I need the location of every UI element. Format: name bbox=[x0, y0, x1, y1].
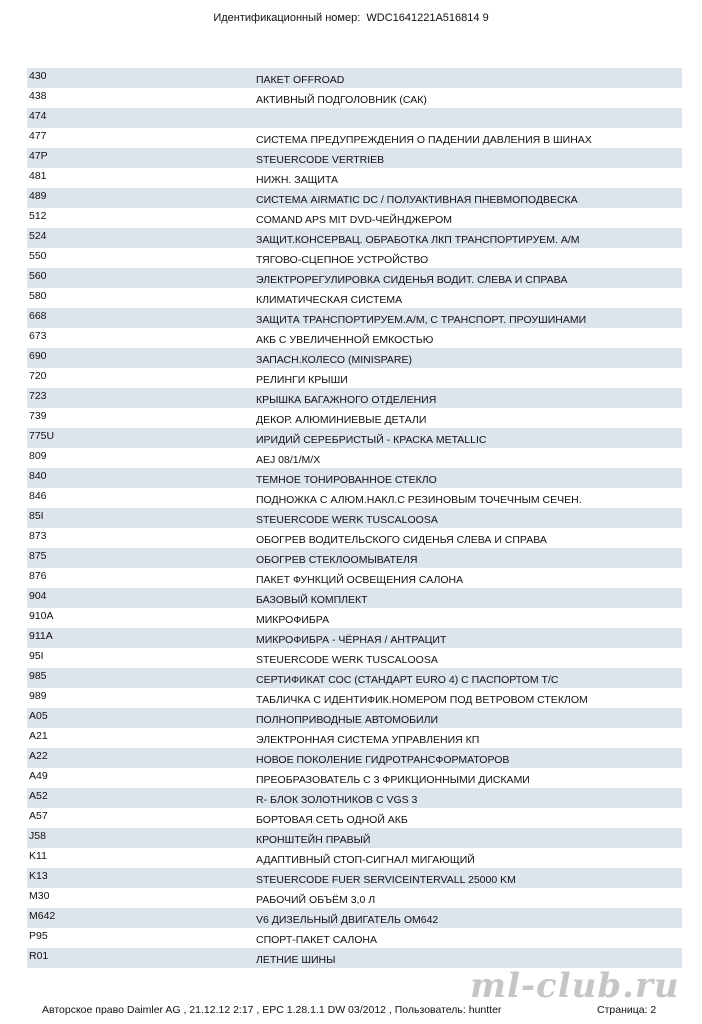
table-row bbox=[27, 268, 682, 288]
option-description: МИКРОФИБРА - ЧЁРНАЯ / АНТРАЦИТ bbox=[256, 634, 447, 646]
option-code: K13 bbox=[29, 870, 48, 882]
option-code: 690 bbox=[29, 350, 47, 362]
option-description: ПРЕОБРАЗОВАТЕЛЬ С 3 ФРИКЦИОННЫМИ ДИСКАМИ bbox=[256, 774, 530, 786]
option-description: R- БЛОК ЗОЛОТНИКОВ С VGS 3 bbox=[256, 794, 418, 806]
option-code: 550 bbox=[29, 250, 47, 262]
table-row bbox=[27, 688, 682, 708]
table-row bbox=[27, 128, 682, 148]
option-code: M30 bbox=[29, 890, 50, 902]
option-code: 904 bbox=[29, 590, 47, 602]
table-row bbox=[27, 148, 682, 168]
table-row bbox=[27, 848, 682, 868]
site-watermark: ml-club.ru bbox=[470, 966, 680, 1006]
table-row bbox=[27, 928, 682, 948]
option-description: STEUERCODE WERK TUSCALOOSA bbox=[256, 654, 438, 666]
table-row bbox=[27, 208, 682, 228]
option-description: РЕЛИНГИ КРЫШИ bbox=[256, 374, 348, 386]
option-code: 477 bbox=[29, 130, 47, 142]
table-row bbox=[27, 768, 682, 788]
option-description: STEUERCODE WERK TUSCALOOSA bbox=[256, 514, 438, 526]
option-code: A22 bbox=[29, 750, 48, 762]
option-code: 524 bbox=[29, 230, 47, 242]
table-row bbox=[27, 908, 682, 928]
option-description: МИКРОФИБРА bbox=[256, 614, 330, 626]
table-row bbox=[27, 728, 682, 748]
option-code: 876 bbox=[29, 570, 47, 582]
document-header bbox=[0, 12, 702, 24]
option-description: ЛЕТНИЕ ШИНЫ bbox=[256, 954, 336, 966]
table-row bbox=[27, 328, 682, 348]
table-row bbox=[27, 648, 682, 668]
table-row bbox=[27, 168, 682, 188]
option-description: АКТИВНЫЙ ПОДГОЛОВНИК (САК) bbox=[256, 94, 427, 106]
option-code: 438 bbox=[29, 90, 47, 102]
table-row bbox=[27, 288, 682, 308]
option-description: ИРИДИЙ СЕРЕБРИСТЫЙ - КРАСКА METALLIC bbox=[256, 434, 487, 446]
vin-value: WDC1641221A516814 9 bbox=[366, 12, 489, 24]
option-description: ДЕКОР. АЛЮМИНИЕВЫЕ ДЕТАЛИ bbox=[256, 414, 427, 426]
option-description: ТЕМНОЕ ТОНИРОВАННОЕ СТЕКЛО bbox=[256, 474, 437, 486]
table-row bbox=[27, 228, 682, 248]
option-description: КЛИМАТИЧЕСКАЯ СИСТЕМА bbox=[256, 294, 403, 306]
option-description: STEUERCODE VERTRIEB bbox=[256, 154, 385, 166]
option-description: БОРТОВАЯ СЕТЬ ОДНОЙ АКБ bbox=[256, 814, 408, 826]
option-code: 47P bbox=[29, 150, 48, 162]
table-row bbox=[27, 108, 682, 128]
option-code: A57 bbox=[29, 810, 48, 822]
option-code: 840 bbox=[29, 470, 47, 482]
table-row bbox=[27, 788, 682, 808]
table-row bbox=[27, 308, 682, 328]
table-row bbox=[27, 428, 682, 448]
option-description: СЕРТИФИКАТ СОС (СТАНДАРТ EURO 4) С ПАСПОРТОМ Т/С bbox=[256, 674, 559, 686]
option-description: СИСТЕМА ПРЕДУПРЕЖДЕНИЯ О ПАДЕНИИ ДАВЛЕНИЯ В ШИНАХ bbox=[256, 134, 592, 146]
option-description: КРОНШТЕЙН ПРАВЫЙ bbox=[256, 834, 371, 846]
option-description: ПОДНОЖКА С АЛЮМ.НАКЛ.С РЕЗИНОВЫМ ТОЧЕЧНЫМ СЕЧЕН. bbox=[256, 494, 582, 506]
option-code: 95I bbox=[29, 650, 44, 662]
option-code: 474 bbox=[29, 110, 47, 122]
option-code: R01 bbox=[29, 950, 49, 962]
option-description: ОБОГРЕВ СТЕКЛООМЫВАТЕЛЯ bbox=[256, 554, 418, 566]
option-code: 720 bbox=[29, 370, 47, 382]
table-row bbox=[27, 668, 682, 688]
option-code-table bbox=[27, 68, 682, 968]
table-row bbox=[27, 548, 682, 568]
table-row bbox=[27, 508, 682, 528]
option-code: J58 bbox=[29, 830, 46, 842]
option-description: ПАКЕТ ФУНКЦИЙ ОСВЕЩЕНИЯ САЛОНА bbox=[256, 574, 464, 586]
option-code: 673 bbox=[29, 330, 47, 342]
page-number: Страница: 2 bbox=[597, 1004, 657, 1016]
table-row bbox=[27, 868, 682, 888]
option-code: 481 bbox=[29, 170, 47, 182]
table-row bbox=[27, 368, 682, 388]
option-description: АДАПТИВНЫЙ СТОП-СИГНАЛ МИГАЮЩИЙ bbox=[256, 854, 475, 866]
option-description: АКБ С УВЕЛИЧЕННОЙ ЕМКОСТЬЮ bbox=[256, 334, 434, 346]
option-code: 560 bbox=[29, 270, 47, 282]
option-code: 512 bbox=[29, 210, 47, 222]
table-row bbox=[27, 708, 682, 728]
option-code: K11 bbox=[29, 850, 47, 862]
table-row bbox=[27, 888, 682, 908]
option-code: 985 bbox=[29, 670, 47, 682]
option-description: КРЫШКА БАГАЖНОГО ОТДЕЛЕНИЯ bbox=[256, 394, 437, 406]
footer-copyright: Авторское право Daimler AG , 21.12.12 2:17 , EPC 1.28.1.1 DW 03/2012 , Пользователь: huntter bbox=[42, 1004, 502, 1016]
table-row bbox=[27, 448, 682, 468]
option-description: ЗАПАСН.КОЛЕСО (MINISPARE) bbox=[256, 354, 412, 366]
option-code: A52 bbox=[29, 790, 48, 802]
option-description: V6 ДИЗЕЛЬНЫЙ ДВИГАТЕЛЬ ОМ642 bbox=[256, 914, 439, 926]
table-row bbox=[27, 188, 682, 208]
table-row bbox=[27, 88, 682, 108]
option-code: 911A bbox=[29, 630, 53, 642]
option-code: 775U bbox=[29, 430, 55, 442]
option-code: M642 bbox=[29, 910, 56, 922]
table-row bbox=[27, 828, 682, 848]
option-code: 668 bbox=[29, 310, 47, 322]
option-code: 739 bbox=[29, 410, 47, 422]
table-row bbox=[27, 748, 682, 768]
table-row bbox=[27, 808, 682, 828]
table-row bbox=[27, 348, 682, 368]
option-code: 989 bbox=[29, 690, 47, 702]
option-code: 846 bbox=[29, 490, 47, 502]
option-description: РАБОЧИЙ ОБЪЁМ 3,0 Л bbox=[256, 894, 376, 906]
option-code: 430 bbox=[29, 70, 47, 82]
option-description: СПОРТ-ПАКЕТ САЛОНА bbox=[256, 934, 377, 946]
option-code: 723 bbox=[29, 390, 47, 402]
table-row bbox=[27, 408, 682, 428]
option-description: COMAND APS MIT DVD-ЧЕЙНДЖЕРОМ bbox=[256, 214, 453, 226]
table-row bbox=[27, 488, 682, 508]
option-description: ПОЛНОПРИВОДНЫЕ АВТОМОБИЛИ bbox=[256, 714, 439, 726]
table-row bbox=[27, 248, 682, 268]
option-code: 580 bbox=[29, 290, 47, 302]
table-row bbox=[27, 68, 682, 88]
table-row bbox=[27, 948, 682, 968]
option-description: НИЖН. ЗАЩИТА bbox=[256, 174, 339, 186]
option-description: ЭЛЕКТРОННАЯ СИСТЕМА УПРАВЛЕНИЯ КП bbox=[256, 734, 480, 746]
option-code: A05 bbox=[29, 710, 48, 722]
option-description: ЭЛЕКТРОРЕГУЛИРОВКА СИДЕНЬЯ ВОДИТ. СЛЕВА И СПРАВА bbox=[256, 274, 568, 286]
table-row bbox=[27, 568, 682, 588]
option-description: НОВОЕ ПОКОЛЕНИЕ ГИДРОТРАНСФОРМАТОРОВ bbox=[256, 754, 510, 766]
option-description: ОБОГРЕВ ВОДИТЕЛЬСКОГО СИДЕНЬЯ СЛЕВА И СПРАВА bbox=[256, 534, 547, 546]
table-row bbox=[27, 628, 682, 648]
table-row bbox=[27, 468, 682, 488]
vin-label: Идентификационный номер: bbox=[213, 12, 361, 24]
option-description: ПАКЕТ OFFROAD bbox=[256, 74, 345, 86]
option-description: ЗАЩИТА ТРАНСПОРТИРУЕМ.А/М, С ТРАНСПОРТ. ПРОУШИНАМИ bbox=[256, 314, 587, 326]
table-row bbox=[27, 388, 682, 408]
table-row bbox=[27, 528, 682, 548]
option-code: P95 bbox=[29, 930, 48, 942]
option-code: A49 bbox=[29, 770, 48, 782]
option-description: AEJ 08/1/M/X bbox=[256, 454, 321, 466]
option-code: 910A bbox=[29, 610, 54, 622]
table-row bbox=[27, 588, 682, 608]
option-code: 809 bbox=[29, 450, 47, 462]
option-code: 85I bbox=[29, 510, 44, 522]
option-description: ТЯГОВО-СЦЕПНОЕ УСТРОЙСТВО bbox=[256, 254, 429, 266]
option-code: 875 bbox=[29, 550, 47, 562]
table-row bbox=[27, 608, 682, 628]
option-description: ТАБЛИЧКА С ИДЕНТИФИК.НОМЕРОМ ПОД ВЕТРОВОМ СТЕКЛОМ bbox=[256, 694, 588, 706]
option-description: STEUERCODE FUER SERVICEINTERVALL 25000 KM bbox=[256, 874, 516, 886]
option-description: БАЗОВЫЙ КОМПЛЕКТ bbox=[256, 594, 368, 606]
option-code: 873 bbox=[29, 530, 47, 542]
option-description: СИСТЕМА AIRMATIC DC / ПОЛУАКТИВНАЯ ПНЕВМОПОДВЕСКА bbox=[256, 194, 578, 206]
option-code: 489 bbox=[29, 190, 47, 202]
option-code: A21 bbox=[29, 730, 48, 742]
option-description: ЗАЩИТ.КОНСЕРВАЦ. ОБРАБОТКА ЛКП ТРАНСПОРТИРУЕМ. А/М bbox=[256, 234, 580, 246]
